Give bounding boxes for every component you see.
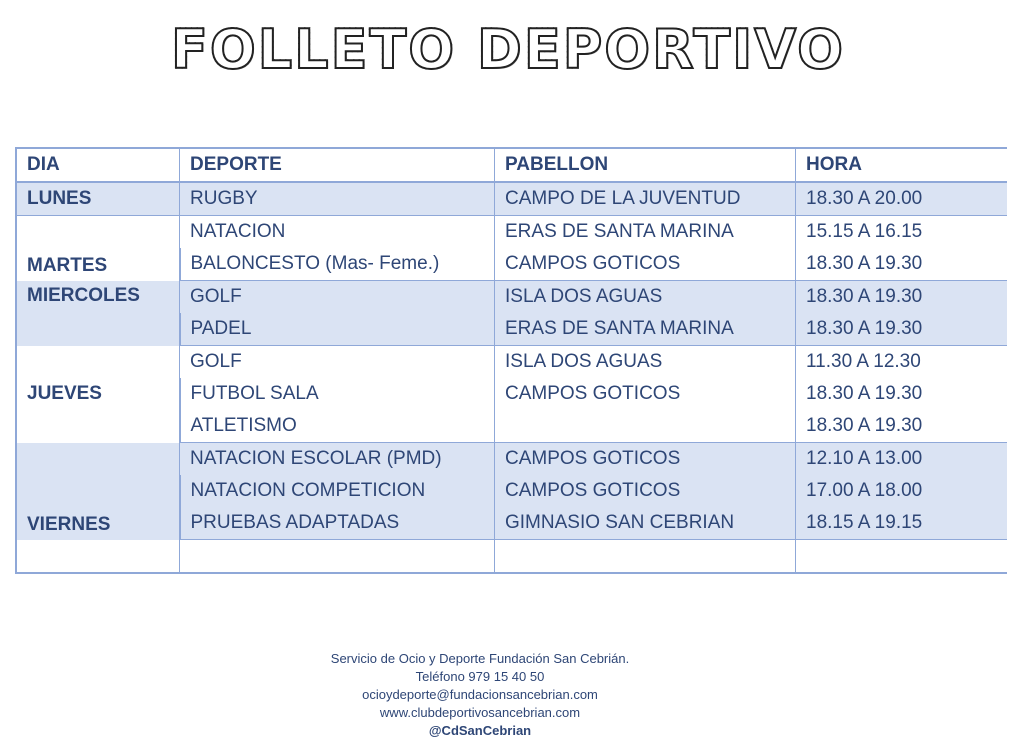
deporte-cell: GOLF — [180, 346, 495, 379]
pabellon-cell: ISLA DOS AGUAS — [495, 346, 796, 379]
table-row — [16, 346, 1007, 379]
deporte-cell: BALONCESTO (Mas- Feme.) — [180, 248, 495, 281]
pabellon-cell: ERAS DE SANTA MARINA — [495, 216, 796, 249]
hora-cell: 12.10 A 13.00 — [796, 443, 1008, 476]
header-hora: HORA — [796, 148, 1008, 182]
hora-cell: 18.30 A 20.00 — [796, 182, 1008, 216]
footer-contact — [0, 650, 960, 740]
hora-cell: 17.00 A 18.00 — [796, 475, 1008, 507]
day-cell-martes: MARTES — [16, 216, 180, 281]
hora-cell: 11.30 A 12.30 — [796, 346, 1008, 379]
footer-phone: Teléfono 979 15 40 50 — [415, 669, 545, 684]
deporte-cell: ATLETISMO — [180, 410, 495, 443]
pabellon-cell: GIMNASIO SAN CEBRIAN — [495, 507, 796, 540]
day-cell-viernes: VIERNES — [16, 443, 180, 540]
day-cell-miercoles: MIERCOLES — [16, 281, 180, 346]
table-header-row — [16, 148, 1007, 182]
hora-cell: 18.30 A 19.30 — [796, 410, 1008, 443]
hora-cell: 18.30 A 19.30 — [796, 378, 1008, 410]
hora-cell: 18.30 A 19.30 — [796, 281, 1008, 314]
pabellon-cell: CAMPOS GOTICOS — [495, 378, 796, 410]
pabellon-cell: ERAS DE SANTA MARINA — [495, 313, 796, 346]
footer-website: www.clubdeportivosancebrian.com — [379, 705, 581, 720]
empty-cell — [16, 540, 180, 574]
title-container — [0, 18, 1016, 81]
header-dia: DIA — [16, 148, 180, 182]
empty-cell — [796, 540, 1008, 574]
page-title: FOLLETO DEPORTIVO — [170, 18, 846, 81]
pabellon-cell: CAMPOS GOTICOS — [495, 443, 796, 476]
deporte-cell: PRUEBAS ADAPTADAS — [180, 507, 495, 540]
pabellon-cell: ISLA DOS AGUAS — [495, 281, 796, 314]
footer-social-handle: @CdSanCebrian — [428, 723, 532, 738]
empty-cell — [180, 540, 495, 574]
deporte-cell: RUGBY — [180, 182, 495, 216]
table-row — [16, 281, 1007, 314]
hora-cell: 18.15 A 19.15 — [796, 507, 1008, 540]
deporte-cell: NATACION COMPETICION — [180, 475, 495, 507]
table-row — [16, 216, 1007, 249]
deporte-cell: GOLF — [180, 281, 495, 314]
deporte-cell: NATACION ESCOLAR (PMD) — [180, 443, 495, 476]
footer-email: ocioydeporte@fundacionsancebrian.com — [362, 687, 598, 702]
table-row — [16, 182, 1007, 216]
hora-cell: 18.30 A 19.30 — [796, 313, 1008, 346]
pabellon-cell — [495, 410, 796, 443]
deporte-cell: NATACION — [180, 216, 495, 249]
hora-cell: 18.30 A 19.30 — [796, 248, 1008, 281]
table-row — [16, 443, 1007, 476]
empty-cell — [495, 540, 796, 574]
day-cell-lunes: LUNES — [16, 182, 180, 216]
footer-service: Servicio de Ocio y Deporte Fundación San Cebrián. — [330, 651, 630, 666]
day-cell-jueves: JUEVES — [16, 346, 180, 443]
pabellon-cell: CAMPO DE LA JUVENTUD — [495, 182, 796, 216]
deporte-cell: FUTBOL SALA — [180, 378, 495, 410]
header-pabellon: PABELLON — [495, 148, 796, 182]
schedule-table — [15, 147, 1007, 574]
empty-row — [16, 540, 1007, 574]
pabellon-cell: CAMPOS GOTICOS — [495, 475, 796, 507]
deporte-cell: PADEL — [180, 313, 495, 346]
header-deporte: DEPORTE — [180, 148, 495, 182]
hora-cell: 15.15 A 16.15 — [796, 216, 1008, 249]
pabellon-cell: CAMPOS GOTICOS — [495, 248, 796, 281]
